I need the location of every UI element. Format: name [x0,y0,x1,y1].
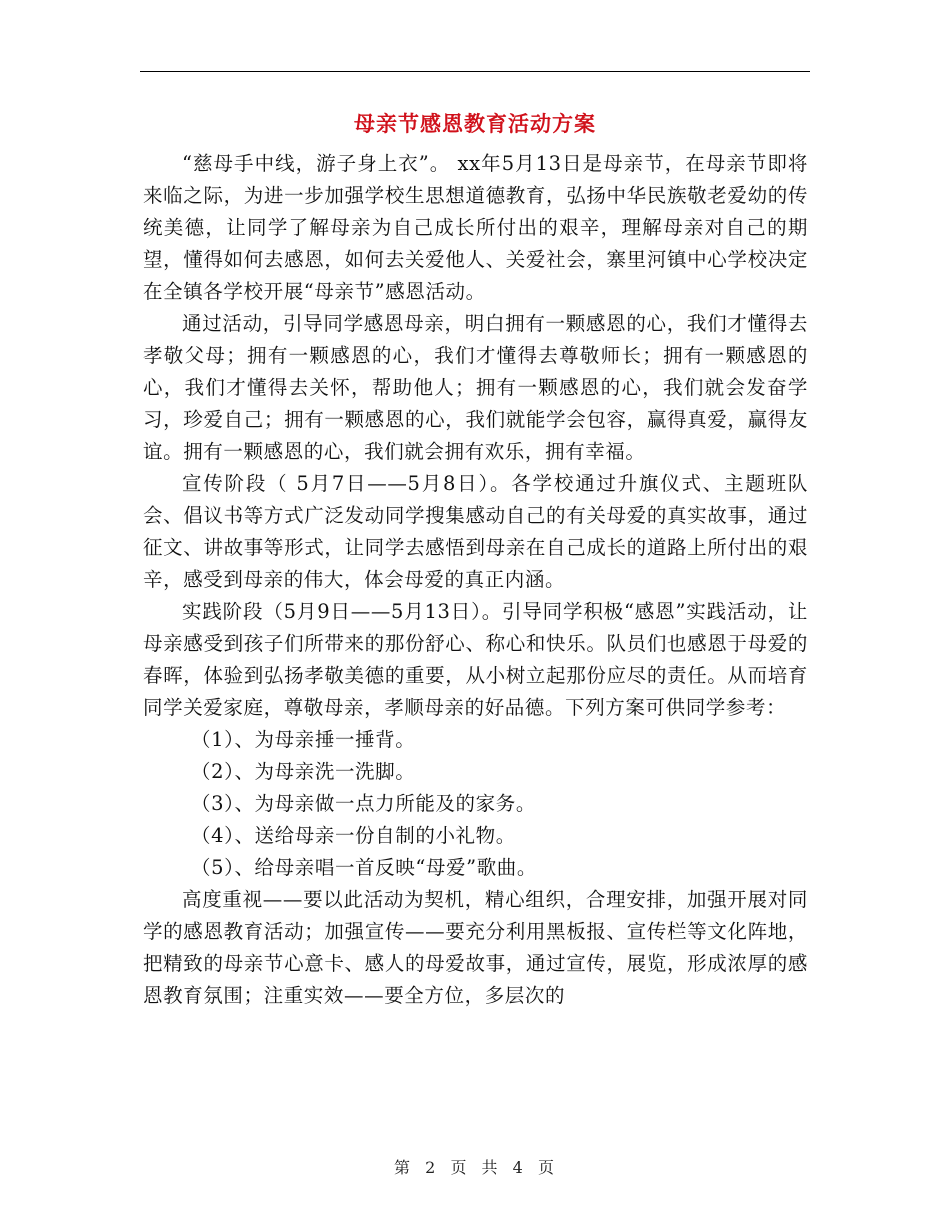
paragraph-practice-stage: 实践阶段（5月9日——5月13日）。引导同学积极“感恩”实践活动，让母亲感受到孩子们所带来的那份舒心、称心和快乐。队员们也感恩于母爱的春晖，体验到弘扬孝敬美德的重要，从小树立起那份应尽的责任。从而培育同学关爱家庭，尊敬母亲，孝顺母亲的好品德。下列方案可供同学参考： [143,600,808,719]
footer-total-unit: 页 [537,1158,556,1177]
list-item: （5）、给母亲唱一首反映“母爱”歌曲。 [191,856,537,879]
footer-page-number: 2 [425,1158,438,1177]
list-item: （1）、为母亲捶一捶背。 [191,728,416,751]
footer-total-pages: 4 [512,1158,525,1177]
header-rule [140,71,810,72]
page-footer [0,1155,950,1178]
paragraph-publicity-stage: 宣传阶段（ 5月7日——5月8日）。各学校通过升旗仪式、主题班队会、倡议书等方式广泛发动同学搜集感动自己的有关母爱的真实故事，通过征文、讲故事等形式，让同学去感悟到母亲在自己成长的道路上所付出的艰辛，感受到母亲的伟大，体会母爱的真正内涵。 [143,472,808,591]
paragraph-intro: “慈母手中线，游子身上衣”。 xx年5月13日是母亲节，在母亲节即将来临之际，为进一步加强学校生思想道德教育，弘扬中华民族敬老爱幼的传统美德，让同学了解母亲为自己成长所付出的艰辛，理解母亲对自己的期望，懂得如何去感恩，如何去关爱他人、关爱社会，寨里河镇中心学校决定在全镇各学校开展“母亲节”感恩活动。 [143,152,808,303]
list-item: （2）、为母亲洗一洗脚。 [191,760,416,783]
paragraph-requirements: 高度重视——要以此活动为契机，精心组织，合理安排，加强开展对同学的感恩教育活动；加强宣传——要充分利用黑板报、宣传栏等文化阵地，把精致的母亲节心意卡、感人的母爱故事，通过宣传，展览，形成浓厚的感恩教育氛围；注重实效——要全方位，多层次的 [143,888,808,1007]
footer-prefix: 第 [394,1158,413,1177]
footer-page-unit: 页 [450,1158,469,1177]
list-item: （3）、为母亲做一点力所能及的家务。 [191,792,536,815]
list-item: （4）、送给母亲一份自制的小礼物。 [191,824,516,847]
document-title: 母亲节感恩教育活动方案 [354,111,596,136]
paragraph-purpose: 通过活动，引导同学感恩母亲，明白拥有一颗感恩的心，我们才懂得去孝敬父母；拥有一颗感恩的心，我们才懂得去尊敬师长；拥有一颗感恩的心，我们才懂得去关怀，帮助他人；拥有一颗感恩的心，我们就会发奋学习，珍爱自己；拥有一颗感恩的心，我们就能学会包容，赢得真爱，赢得友谊。拥有一颗感恩的心，我们就会拥有欢乐，拥有幸福。 [143,312,808,463]
activity-list [143,724,808,884]
footer-total-prefix: 共 [481,1158,500,1177]
document-body [143,148,808,1012]
